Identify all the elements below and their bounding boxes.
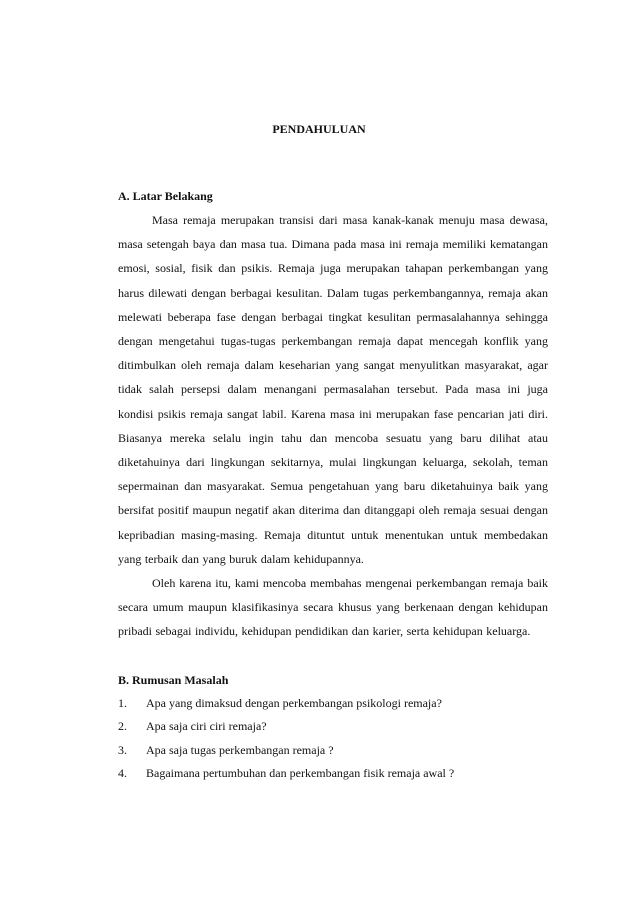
section-heading-latar-belakang: A. Latar Belakang <box>118 189 213 203</box>
page-title: PENDAHULUAN <box>272 122 366 136</box>
list-item <box>118 692 548 716</box>
list-item-text: Apa saja tugas perkembangan remaja ? <box>146 742 334 757</box>
list-item-text: Bagaimana pertumbuhan dan perkembangan fisik remaja awal ? <box>146 766 455 781</box>
section-rumusan-masalah <box>118 668 548 786</box>
list-item <box>118 739 548 763</box>
list-item-number: 3. <box>118 742 127 757</box>
list-item-number: 1. <box>118 695 127 710</box>
list-item-number: 4. <box>118 766 127 781</box>
paragraph-latar-belakang-1: Masa remaja merupakan transisi dari masa kanak-kanak menuju masa dewasa, masa setengah baya dan masa tua. Dimana pada masa ini remaja memiliki kematangan emosi, sosial, fisik dan psikis. Remaja juga merupakan tahapan perkembangan yang harus dilewati dengan berbagai kesulitan. Dalam tugas perkembangannya, remaja akan melewati beberapa fase dengan berbagai tingkat kesulitan permasalahannya sehingga dengan mengetahui tugas-tugas perkembangan remaja dapat mencegah konflik yang ditimbulkan oleh remaja dalam keseharian yang sangat menyulitkan masyarakat, agar tidak salah persepsi dalam menangani permasalahan tersebut. Pada masa ini juga kondisi psikis remaja sangat labil. Karena masa ini merupakan fase pencarian jati diri. Biasanya mereka selalu ingin tahu dan mencoba sesuatu yang baru dilihat atau diketahuinya dari lingkungan sekitarnya, mulai lingkungan keluarga, sekolah, teman sepermainan dan masyarakat. Semua pengetahuan yang baru diketahuinya baik yang bersifat positif maupun negatif akan diterima dan ditanggapi oleh remaja sesuai dengan kepribadian masing-masing. Remaja dituntut untuk menentukan untuk membedakan yang terbaik dan yang buruk dalam kehidupannya. <box>118 213 548 566</box>
section-latar-belakang <box>118 184 548 644</box>
list-item <box>118 715 548 739</box>
document-body <box>118 184 548 786</box>
list-item-text: Apa saja ciri ciri remaja? <box>146 719 267 734</box>
rumusan-masalah-list <box>118 692 548 786</box>
list-item-number: 2. <box>118 719 127 734</box>
list-item-text: Apa yang dimaksud dengan perkembangan psikologi remaja? <box>146 695 442 710</box>
section-spacer <box>118 644 548 668</box>
list-item <box>118 762 548 786</box>
paragraph-latar-belakang-2: Oleh karena itu, kami mencoba membahas mengenai perkembangan remaja baik secara umum maupun klasifikasinya secara khusus yang berkenaan dengan kehidupan pribadi sebagai individu, kehidupan pendidikan dan karier, serta kehidupan keluarga. <box>118 576 548 639</box>
section-heading-rumusan-masalah: B. Rumusan Masalah <box>118 672 229 687</box>
